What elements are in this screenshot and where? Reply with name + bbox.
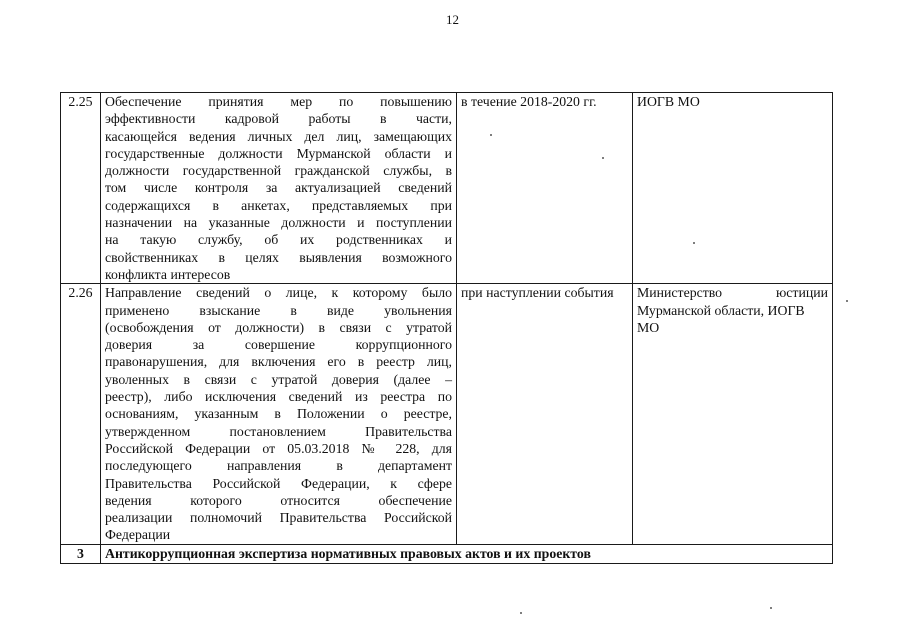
task-line: реализации полномочий Правительства Российской <box>105 510 452 526</box>
task-term: при наступлении события <box>457 284 633 544</box>
task-executor <box>633 284 833 544</box>
task-line: правонарушения, для включения его в реестр лиц, <box>105 354 452 370</box>
task-line: утвержденном постановлением Правительства <box>105 423 452 439</box>
task-line: реестр), либо исключения сведений из реестра по <box>105 389 452 405</box>
table-row <box>61 93 833 284</box>
task-line: должности государственной гражданской службы, в <box>105 163 452 179</box>
executor-line: ИОГВ МО <box>637 94 700 109</box>
task-description <box>101 93 457 284</box>
executor-line: МО <box>637 319 660 335</box>
scan-speck <box>770 607 772 609</box>
scan-speck <box>520 612 522 614</box>
task-line: Правительства Российской Федерации, к сфере <box>105 475 452 491</box>
scan-speck <box>602 157 604 159</box>
section-number: 3 <box>61 544 101 563</box>
task-line: государственные должности Мурманской области и <box>105 145 452 161</box>
task-line: уволенных в связи с утратой доверия (далее – <box>105 371 452 387</box>
task-line: (освобождения от должности) в связи с утратой <box>105 319 452 335</box>
table-row <box>61 284 833 544</box>
measures-table <box>60 92 833 564</box>
task-term: в течение 2018-2020 гг. <box>457 93 633 284</box>
task-line: том числе контроля за актуализацией сведений <box>105 180 452 196</box>
scan-speck <box>693 242 695 244</box>
task-line: содержащихся в анкетах, представляемых при <box>105 197 452 213</box>
scan-speck <box>846 300 848 302</box>
task-line: Федерации <box>105 527 171 543</box>
scan-speck <box>490 134 492 136</box>
task-line: ведения которого относится обеспечение <box>105 492 452 508</box>
task-description <box>101 284 457 544</box>
executor-line: Мурманской области, ИОГВ <box>637 302 805 318</box>
task-executor <box>633 93 833 284</box>
task-line: эффективности кадровой работы в части, <box>105 111 452 127</box>
task-line: конфликта интересов <box>105 266 231 282</box>
task-line: на такую службу, об их родственниках и <box>105 232 452 248</box>
row-number: 2.26 <box>61 284 101 544</box>
task-line: касающейся ведения личных дел лиц, замещающих <box>105 128 452 144</box>
task-line: Направление сведений о лице, к которому было <box>105 285 452 301</box>
task-line: свойственниках в целях выявления возможного <box>105 249 452 265</box>
executor-line: Министерство юстиции <box>637 285 828 301</box>
task-line: последующего направления в департамент <box>105 458 452 474</box>
section-title: Антикоррупционная экспертиза нормативных правовых актов и их проектов <box>101 544 833 563</box>
page-number: 12 <box>446 12 459 27</box>
task-line: применено взыскание в виде увольнения <box>105 302 452 318</box>
task-line: доверия за совершение коррупционного <box>105 337 452 353</box>
task-line: назначении на указанные должности и поступлении <box>105 215 452 231</box>
task-line: Российской Федерации от 05.03.2018 № 228, для <box>105 440 452 456</box>
section-header-row <box>61 544 833 563</box>
task-line: основаниям, указанным в Положении о реестре, <box>105 406 452 422</box>
task-line: Обеспечение принятия мер по повышению <box>105 94 452 109</box>
row-number: 2.25 <box>61 93 101 284</box>
